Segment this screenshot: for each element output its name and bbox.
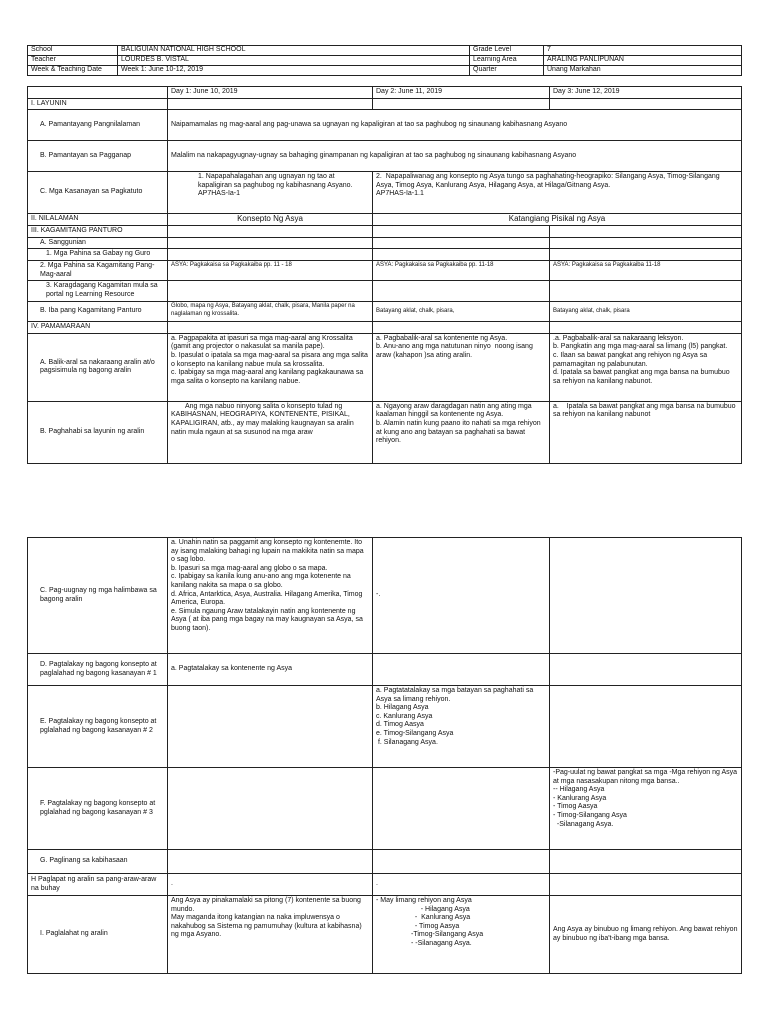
f-day3: -Pag-uulat ng bawat pangkat sa mga -Mga rehiyon ng Asya at mga nasasakupan nitong mga bansa.. -- Hilagang Asya - Kanlurang Asya - Timog Aasya - Timog-Silangang Asya -Silanagang Asya. [550, 768, 742, 850]
iba-day1: Globo, mapa ng Asya, Batayang aklat, chalk, pisara, Manila paper na naglalaman ng krossalita. [168, 302, 373, 322]
kagamitan-mag-label: 2. Mga Pahina sa Kagamitang Pang-Mag-aaral [28, 260, 168, 280]
teacher-value: LOURDES B. VISTAL [118, 56, 470, 66]
gabay-label: 1. Mga Pahina sa Gabay ng Guro [28, 249, 168, 261]
row-paglalahat [28, 896, 742, 974]
row-pagtalakay-3 [28, 768, 742, 850]
row-paglapat [28, 874, 742, 896]
day-header-row [28, 87, 742, 99]
row-iba-pang-kagamitan [28, 302, 742, 322]
kag-day3: ASYA: Pagkakaisa sa Pagkakaiba 11-18 [550, 260, 742, 280]
row-pamantayang-pangnilalaman [28, 110, 742, 141]
row-kasanayan [28, 172, 742, 214]
sanggunian-label: A. Sanggunian [28, 237, 168, 249]
school-label: School [28, 46, 118, 56]
f-label: F. Pagtalakay ng bagong konsepto at pglalahad ng bagong kasanayan # 3 [28, 768, 168, 850]
i-day2: - May limang rehiyon ang Asya - Hilagang Asya - Kanlurang Asya - Timog Aasya -Timog-Silangang Asya - -Silanagang Asya. [373, 896, 550, 974]
header-row-week [28, 66, 742, 76]
ugnay-day2: -. [373, 538, 550, 654]
grade-value: 7 [544, 46, 742, 56]
h-label: H Paglapat ng aralin sa pang-araw-araw na buhay [28, 874, 168, 896]
paghahabi-day3: a. Ipatala sa bawat pangkat ang mga bansa na bumubuo sa rehiyon na kanilang nabunot [550, 401, 742, 463]
i-day3: Ang Asya ay binubuo ng limang rehiyon. Ang bawat rehiyon ay binubuo ng iba't-ibang mga bansa. [550, 896, 742, 974]
row-sanggunian [28, 237, 742, 249]
lesson-plan-table-page-2 [27, 537, 742, 974]
d-day1: a. Pagtatalakay sa kontenente ng Asya [168, 654, 373, 686]
karagdagang-label: 3. Karagdagang Kagamitan mula sa portal ng Learning Resource [28, 281, 168, 302]
i-day1: Ang Asya ay pinakamalaki sa pitong (7) kontenente sa buong mundo. May maganda itong katangian na naka impluwensya o nakahubog sa Sistema ng pamumuhay (kultura at kabihasna) ng mga Asyano. [168, 896, 373, 974]
section-pamamaraan: IV. PAMAMARAAN [28, 322, 168, 334]
row-c-label: C. Mga Kasanayan sa Pagkatuto [28, 172, 168, 214]
quarter-value: Unang Markahan [544, 66, 742, 76]
week-value: Week 1: June 10-12, 2019 [118, 66, 470, 76]
row-a-text: Naipamamalas ng mag-aaral ang pag-unawa sa ugnayan ng kapaligiran at tao sa paghubog ng sinaunang kabihasnang Asyano [168, 110, 742, 141]
section-layunin-row [28, 98, 742, 110]
nilalaman-day2: Katangiang Pisikal ng Asya [373, 214, 742, 226]
nilalaman-day1: Konsepto Ng Asya [168, 214, 373, 226]
ugnay-label: C. Pag-uugnay ng mga halimbawa sa bagong aralin [28, 538, 168, 654]
balik-day1: a. Pagpapakita at ipasuri sa mga mag-aaral ang Krossalita (gamit ang projector o nakasulat sa manila pape). b. Ipasulat o ipatala sa mga mag-aaral sa pisara ang mga salita o konsepto na kanilang nabue mula sa krossalita. c. Ipabigay sa mga mag-aaral ang kanilang pagkakaunawa sa mga salita o konsepto na kanilang nabue. [168, 333, 373, 401]
h-day1: . [168, 874, 373, 896]
row-kagamitan-mag-aaral [28, 260, 742, 280]
kag-day2: ASYA: Pagkakaisa sa Pagkakaiba pp. 11-18 [373, 260, 550, 280]
e-day2: a. Pagtatatalakay sa mga batayan sa paghahati sa Asya sa limang rehiyon. b. Hilagang Asya c. Kanlurang Asya d. Timog Aasya e. Timog-Silangang Asya f. Silanagang Asya. [373, 686, 550, 768]
header-row-school [28, 46, 742, 56]
section-nilalaman: II. NILALAMAN [28, 214, 168, 226]
row-a-label: A. Pamantayang Pangnilalaman [28, 110, 168, 141]
row-gabay-guro [28, 249, 742, 261]
section-layunin: I. LAYUNIN [28, 98, 168, 110]
header-table [27, 45, 742, 76]
teacher-label: Teacher [28, 56, 118, 66]
row-c-day1: 1. Napapahalagahan ang ugnayan ng tao at kapaligiran sa paghubog ng kabihasnang Asyano. AP7HAS-Ia-1 [168, 172, 373, 214]
row-karagdagang [28, 281, 742, 302]
row-pamantayan-pagganap [28, 141, 742, 172]
row-paghahabi [28, 401, 742, 463]
row-c-day2: 2. Napapaliwanag ang konsepto ng Asya tungo sa paghahating-heograpiko: Silangang Asya, Timog-Silangang Asya, Timog Asya, Kanlurang Asya, Hilagang Asya, at Hilaga/Gitnang Asya. AP7HAS-Ia-1.1 [373, 172, 742, 214]
day-1-header: Day 1: June 10, 2019 [168, 87, 373, 99]
row-b-text: Malalim na nakapagyugnay-ugnay sa bahaging ginampanan ng kapaligiran at tao sa paghubog ng sinaunang kabihasnang Asyano [168, 141, 742, 172]
balik-day2: a. Pagbabalik-aral sa kontenente ng Asya. b. Anu-ano ang mga natutunan ninyo noong isang araw (kahapon )sa ating aralin. [373, 333, 550, 401]
h-day2: . [373, 874, 550, 896]
row-paglinang [28, 850, 742, 874]
section-pamamaraan-row [28, 322, 742, 334]
grade-label: Grade Level [470, 46, 544, 56]
row-pag-uugnay [28, 538, 742, 654]
header-row-teacher [28, 56, 742, 66]
d-label: D. Pagtalakay ng bagong konsepto at paglalahad ng bagong kasanayan # 1 [28, 654, 168, 686]
row-pagtalakay-2 [28, 686, 742, 768]
section-kagamitan-row [28, 226, 742, 238]
area-value: ARALING PANLIPUNAN [544, 56, 742, 66]
ugnay-day1: a. Unahin natin sa paggamit ang konsepto ng kontenemte. Ito ay isang malaking bahagi ng lupain na makikita natin sa mapa o sag lobo. b. Ipasuri sa mga mag-aaral ang globo o sa mapa. c. Ipabigay sa kanila kung anu-ano ang mga kotenente na kanilang nakita sa mapa o sa globo. d. Africa, Antarktica, Asya, Australia. Hilagang Amerika, Timog America, Europa. e. Simula ngaung Araw tatalakayin natin ang kontenente ng Asya ( at iba pang mga bagay na may kaugnayan sa Asya, sa buong taon). [168, 538, 373, 654]
school-value: BALIGUIAN NATIONAL HIGH SCHOOL [118, 46, 470, 56]
iba-day3: Batayang aklat, chalk, pisara [550, 302, 742, 322]
i-label: I. Paglalahat ng aralin [28, 896, 168, 974]
iba-label: B. Iba pang Kagamitang Panturo [28, 302, 168, 322]
day-3-header: Day 3: June 12, 2019 [550, 87, 742, 99]
week-label: Week & Teaching Date [28, 66, 118, 76]
e-label: E. Pagtalakay ng bagong konsepto at pglalahad ng bagong kasanayan # 2 [28, 686, 168, 768]
section-nilalaman-row [28, 214, 742, 226]
row-pagtalakay-1 [28, 654, 742, 686]
paghahabi-day2: a. Ngayong araw daragdagan natin ang ating mga kaalaman hinggil sa kontenente ng Asya. b. Alamin natin kung paano ito nahati sa mga rehiyon at kung ano ang batayan sa paghahati sa bawat rehiyon. [373, 401, 550, 463]
iba-day2: Batayang aklat, chalk, pisara, [373, 302, 550, 322]
row-b-label: B. Pamantayan sa Pagganap [28, 141, 168, 172]
lesson-plan-table-page-1 [27, 86, 742, 464]
kag-day1: ASYA: Pagkakaisa sa Pagkakaiba pp. 11 - 18 [168, 260, 373, 280]
g-label: G. Paglinang sa kabihasaan [28, 850, 168, 874]
balik-day3: .a. Pagbabalik-aral sa nakaraang leksyon. b. Pangkatin ang mga mag-aaral sa limang (l5) pangkat. c. Ilaan sa bawat pangkat ang rehiyon ng Asya sa pamamagitan ng palabunutan. d. Ipatala sa bawat pangkat ang mga bansa na bumubuo sa rehiyon na kanilang nabunot. [550, 333, 742, 401]
balik-label: A. Balik-aral sa nakaraang aralin at/o pagsisimula ng bagong aralin [28, 333, 168, 401]
paghahabi-day1: Ang mga nabuo ninyong salita o konsepto tulad ng KABIHASNAN, HEOGRAPIYA, KONTENENTE, PISIKAL, KAPALIGIRAN, atb., ay may malaking kaugnayan sa aralin natin mula ngaun at sa susunod na mga araw [168, 401, 373, 463]
row-balik-aral [28, 333, 742, 401]
area-label: Learning Area [470, 56, 544, 66]
paghahabi-label: B. Paghahabi sa layunin ng aralin [28, 401, 168, 463]
quarter-label: Quarter [470, 66, 544, 76]
section-kagamitan: III. KAGAMITANG PANTURO [28, 226, 168, 238]
day-2-header: Day 2: June 11, 2019 [373, 87, 550, 99]
